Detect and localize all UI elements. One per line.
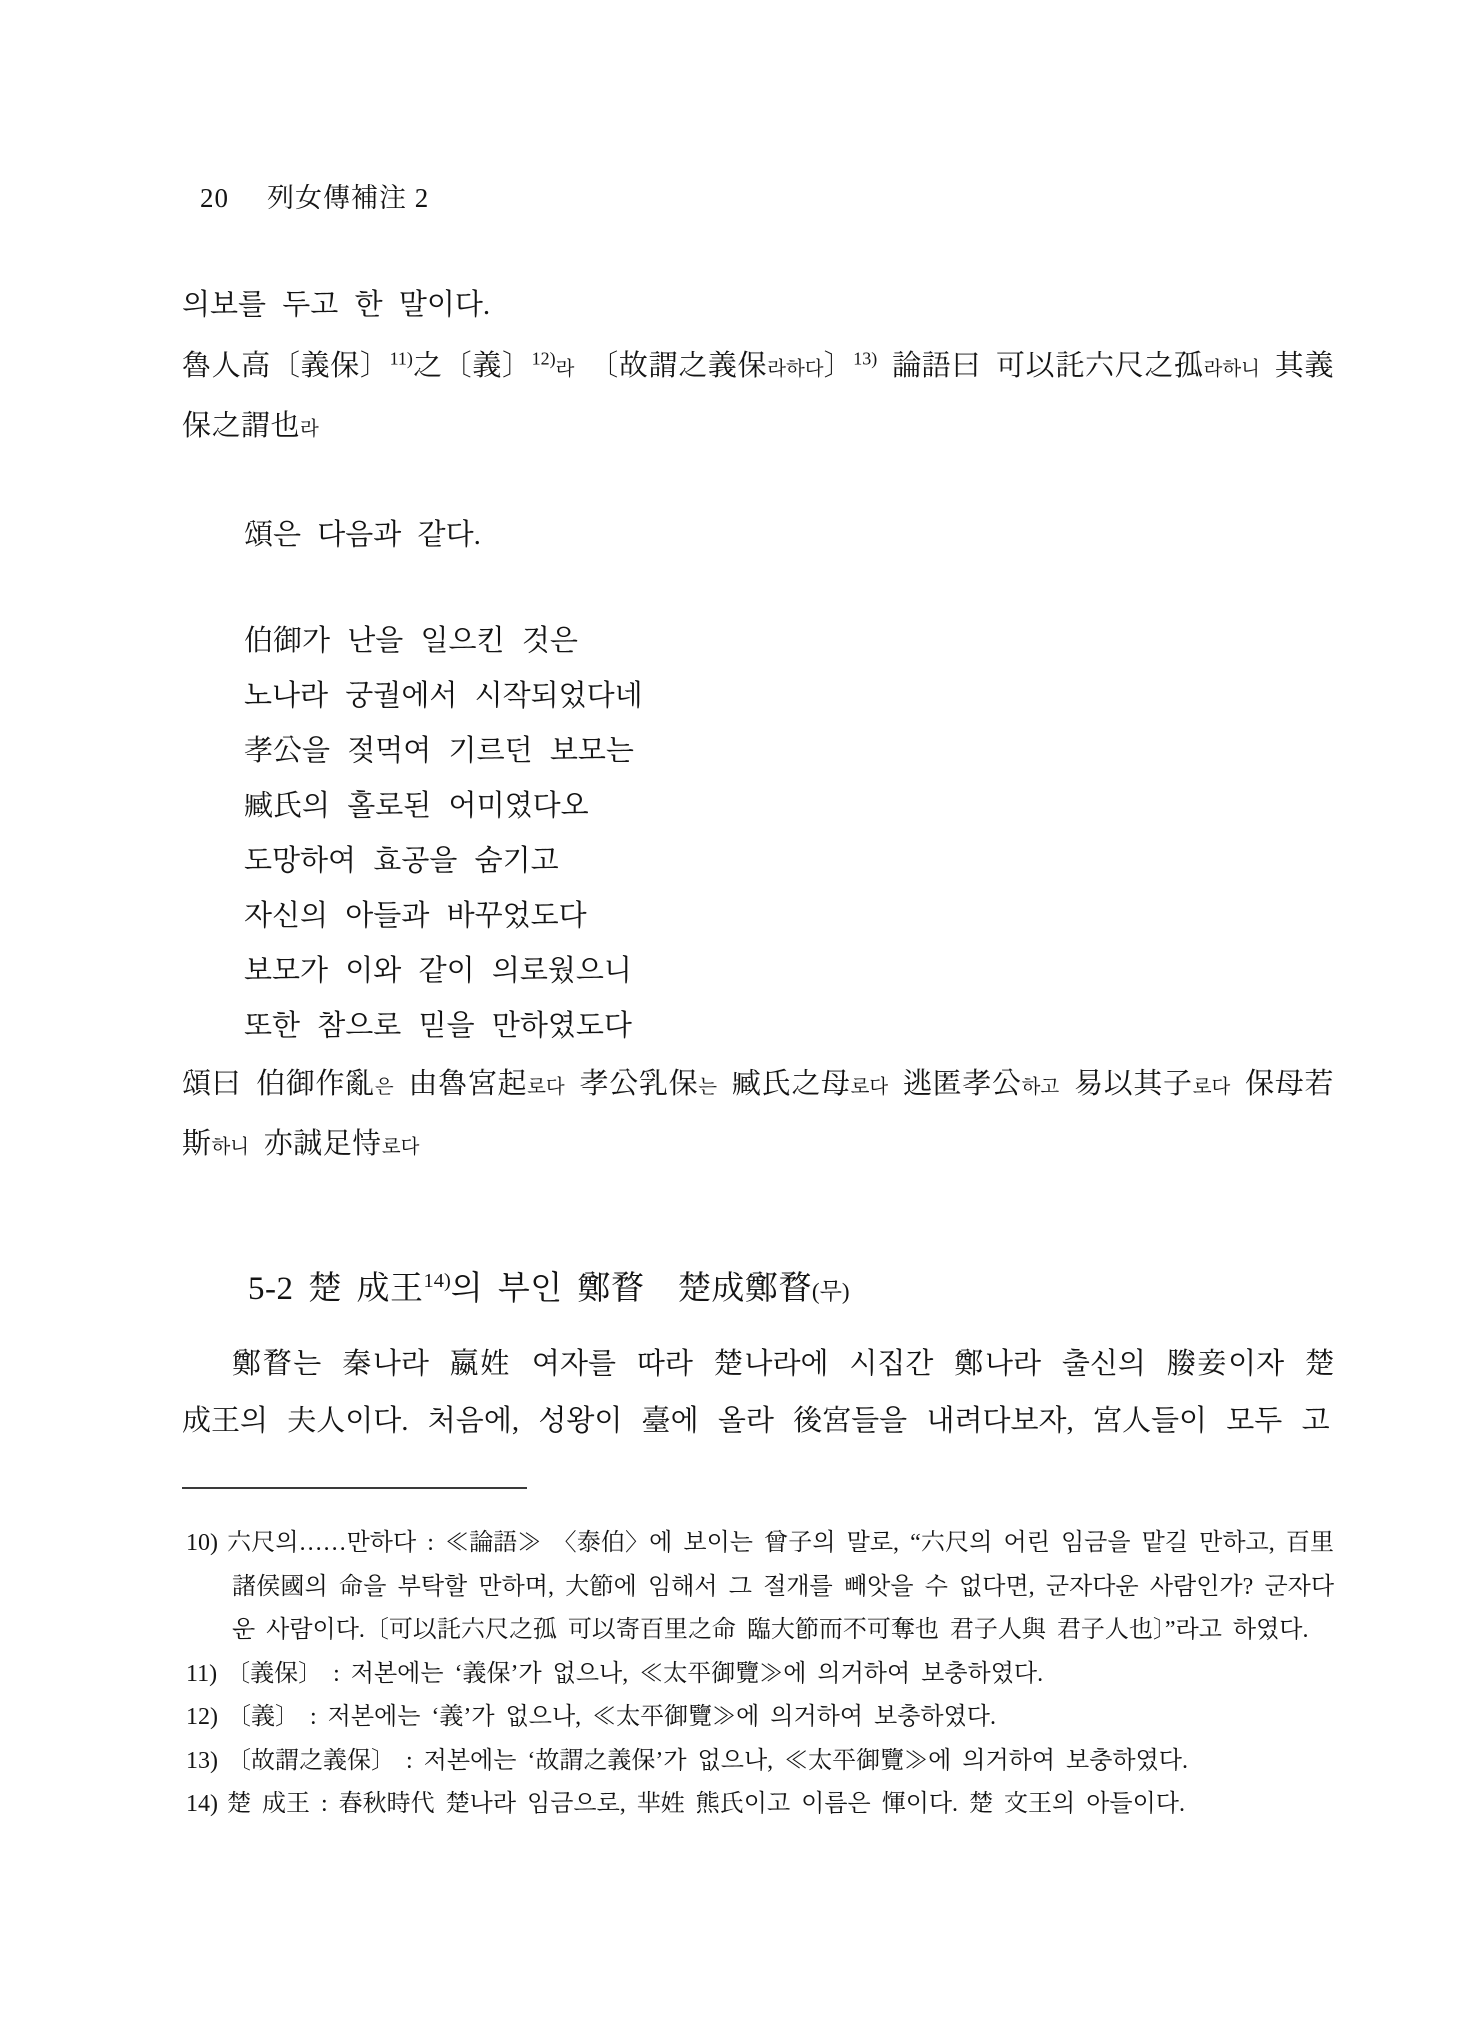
page-number: 20 (200, 183, 229, 213)
song-intro-line: 頌은 다음과 같다. (244, 519, 481, 551)
footnote (186, 1740, 1334, 1784)
footnote-number: 13) (186, 1747, 218, 1774)
body-paragraph: 鄭瞀는 秦나라 嬴姓 여자를 따라 楚나라에 시집간 鄭나라 출신의 媵妾이자 楚 成王의 夫人이다. 처음에, 성왕이 臺에 올라 後宮들을 내려다보자, 宮人들이 모두 고 (182, 1348, 1334, 1437)
text-segment: 易以其子 (1059, 1068, 1193, 1100)
text-segment: 論語曰 可以託六尺之孤 (877, 350, 1204, 382)
poem-line: 또한 참으로 믿을 만하였도다 (244, 1010, 632, 1042)
text-segment: 하고 (1021, 1077, 1060, 1098)
text-segment: 로다 (850, 1077, 889, 1098)
footnote-text: 〔義〕 : 저본에는 ‘義’가 없으나, ≪太平御覽≫에 의거하여 보충하였다. (227, 1704, 996, 1730)
footnote-text: 〔故謂之義保〕 : 저본에는 ‘故謂之義保’가 없으나, ≪太平御覽≫에 의거하여 보충하였다. (227, 1747, 1188, 1774)
text-segment: 臧氏之母 (717, 1068, 851, 1100)
text-segment: 逃匿孝公 (888, 1068, 1022, 1100)
text-segment: 亦誠足恃 (249, 1128, 382, 1160)
text-segment: 로다 (527, 1077, 565, 1098)
footnote-ref: 11) (389, 348, 413, 369)
text-segment: 는 (698, 1077, 718, 1098)
poem-line: 보모가 이와 같이 의로웠으니 (244, 955, 632, 987)
footnote-ref: 12) (531, 348, 556, 369)
text-segment: 하니 (211, 1137, 250, 1158)
footnote-text: 六尺의……만하다 : ≪論語≫ 〈泰伯〉에 보이는 曾子의 말로, “六尺의 어린 임금을 맡길 만하고, 百里 諸侯國의 命을 부탁할 만하며, 大節에 임해서 그 절개를 빼앗을 수 없다면, 군자다운 사람인가? 군자다운 사람이다.〔可以託六尺之孤 可以寄百里之命 臨大節而不可奪也 君子人與 君子人也〕”라고 하였다. (227, 1530, 1334, 1643)
footnote-ref: 13) (853, 348, 878, 369)
text-segment: 로다 (1192, 1077, 1231, 1098)
running-title: 列女傳補注 2 (267, 183, 430, 213)
footnote (186, 1522, 1334, 1653)
section-heading (248, 1262, 850, 1309)
text-segment: 은 (374, 1077, 394, 1098)
footnote-text: 〔義保〕 : 저본에는 ‘義保’가 없으나, ≪太平御覽≫에 의거하여 보충하였다. (226, 1660, 1044, 1687)
poem-block (244, 614, 643, 1054)
text-segment: 라하니 (1203, 359, 1260, 380)
footnotes-block (186, 1522, 1334, 1827)
intro-paragraph: 의보를 두고 한 말이다. (182, 289, 491, 321)
text-segment: 其義保之謂也 (182, 350, 1334, 442)
footnote-number: 12) (186, 1704, 218, 1730)
text-segment: 라 (555, 359, 575, 380)
footnote-number: 14) (186, 1791, 218, 1817)
poem-line: 자신의 아들과 바꾸었도다 (244, 900, 587, 932)
text-segment: 保母若斯 (182, 1068, 1334, 1160)
footnote (186, 1696, 1334, 1740)
text-segment: 孝公乳保 (564, 1068, 699, 1100)
text-segment: 之〔義〕 (412, 350, 532, 382)
poem-line: 孝公을 젖먹여 기르던 보모는 (244, 735, 634, 767)
footnote-number: 10) (186, 1530, 218, 1556)
text-segment: (무) (811, 1278, 850, 1304)
text-segment: 라하다 (767, 359, 824, 380)
text-segment: 라 (300, 419, 319, 440)
text-segment: 로다 (381, 1137, 420, 1158)
text-segment: 由魯宮起 (393, 1068, 528, 1100)
footnote-text: 楚 成王 : 春秋時代 楚나라 임금으로, 芈姓 熊氏이고 이름은 惲이다. 楚 文王의 아들이다. (227, 1791, 1185, 1817)
text-segment: 의 부인 鄭瞀 楚成鄭瞀 (450, 1271, 812, 1307)
poem-line: 도망하여 효공을 숨기고 (244, 845, 559, 877)
page-header (200, 176, 429, 215)
footnote-ref: 14) (423, 1270, 451, 1292)
hanmun-annotated-text (182, 338, 1334, 458)
footnote-number: 11) (186, 1660, 218, 1687)
text-segment: 〕 (823, 350, 854, 382)
text-segment: 頌曰 伯御作亂 (182, 1068, 375, 1100)
text-segment: 魯人高〔義保〕 (182, 350, 390, 382)
footnote (186, 1783, 1334, 1827)
text-segment: 5-2 楚 成王 (248, 1271, 424, 1307)
text-segment: 〔故謂之義保 (574, 350, 768, 382)
footnote (186, 1653, 1334, 1697)
poem-line: 臧氏의 홀로된 어미였다오 (244, 790, 589, 822)
footnote-separator (182, 1487, 527, 1489)
poem-line: 노나라 궁궐에서 시작되었다네 (244, 680, 643, 712)
poem-line: 伯御가 난을 일으킨 것은 (244, 625, 578, 657)
songjal-hanmun-text (182, 1056, 1334, 1176)
